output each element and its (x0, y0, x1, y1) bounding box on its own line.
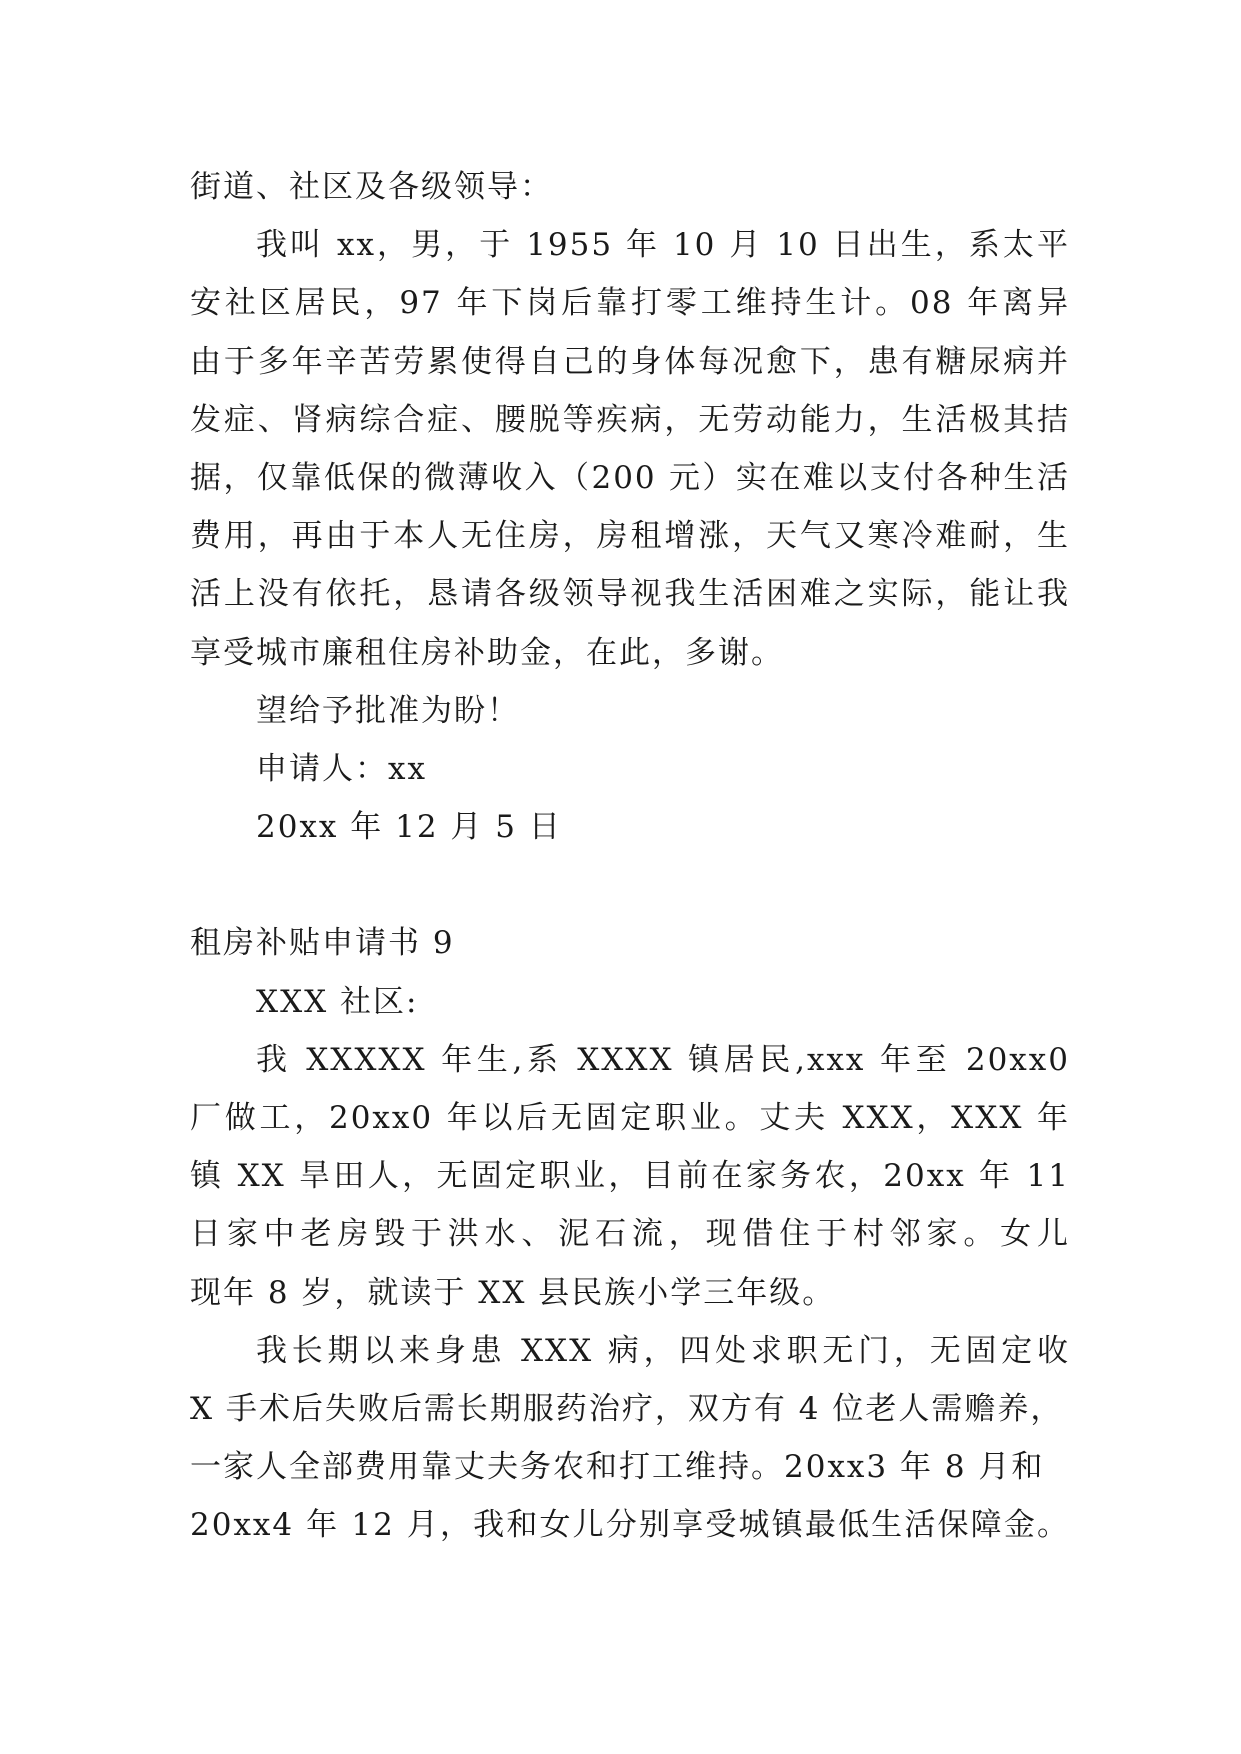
application-date: 20xx 年 12 月 5 日 (256, 809, 562, 846)
paragraph-1-line-6: 费用，再由于本人无住房，房租增涨，天气又寒冷难耐，生 (190, 518, 1070, 555)
salutation: 街道、社区及各级领导： (190, 169, 553, 205)
paragraph-2-line-2: 厂做工，20xx0 年以后无固定职业。丈夫 XXX，XXX 年 (190, 1100, 1070, 1136)
document-body (190, 158, 1070, 1555)
paragraph-3-line-3: 一家人全部费用靠丈夫务农和打工维持。20xx3 年 8 月和 (190, 1449, 1045, 1486)
paragraph-1-line-3: 由于多年辛苦劳累使得自己的身体每况愈下，患有糖尿病并 (190, 343, 1070, 380)
paragraph-3-line-2: X 手术后失败后需长期服药治疗，双方有 4 位老人需赡养， (190, 1390, 1064, 1427)
paragraph-3-line-1: 我长期以来身患 XXX 病，四处求职无门，无固定收 (256, 1332, 1070, 1369)
paragraph-3-line-4: 20xx4 年 12 月，我和女儿分别享受城镇最低生活保障金。 (190, 1507, 1070, 1544)
paragraph-1-line-7: 活上没有依托，恳请各级领导视我生活困难之实际，能让我 (190, 576, 1070, 613)
paragraph-2-line-4: 日家中老房毁于洪水、泥石流，现借住于村邻家。女儿 (190, 1216, 1070, 1253)
section-gap (190, 856, 1070, 914)
salutation-2: XXX 社区: (256, 983, 419, 1020)
paragraph-2-line-3: 镇 XX 旱田人，无固定职业，目前在家务农，20xx 年 11 (190, 1158, 1070, 1195)
paragraph-1-line-5: 据，仅靠低保的微薄收入（200 元）实在难以支付各种生活 (190, 459, 1070, 496)
applicant-signature: 申请人：xx (256, 750, 427, 787)
closing-remark: 望给予批准为盼！ (256, 692, 520, 729)
paragraph-1-line-4: 发症、肾病综合症、腰脱等疾病，无劳动能力，生活极其拮 (190, 401, 1070, 438)
paragraph-2-line-5: 现年 8 岁，就读于 XX 县民族小学三年级。 (190, 1274, 836, 1311)
section-title: 租房补贴申请书 9 (190, 925, 455, 962)
paragraph-1-line-1: 我叫 xx，男，于 1955 年 10 月 10 日出生，系太平 (256, 227, 1070, 264)
paragraph-1-line-2: 安社区居民，97 年下岗后靠打零工维持生计。08 年离异 (190, 285, 1070, 322)
paragraph-2-line-1: 我 XXXXX 年生,系 XXXX 镇居民,xxx 年至 20xx0 (256, 1041, 1070, 1078)
paragraph-1-line-8: 享受城市廉租住房补助金，在此，多谢。 (190, 634, 784, 671)
